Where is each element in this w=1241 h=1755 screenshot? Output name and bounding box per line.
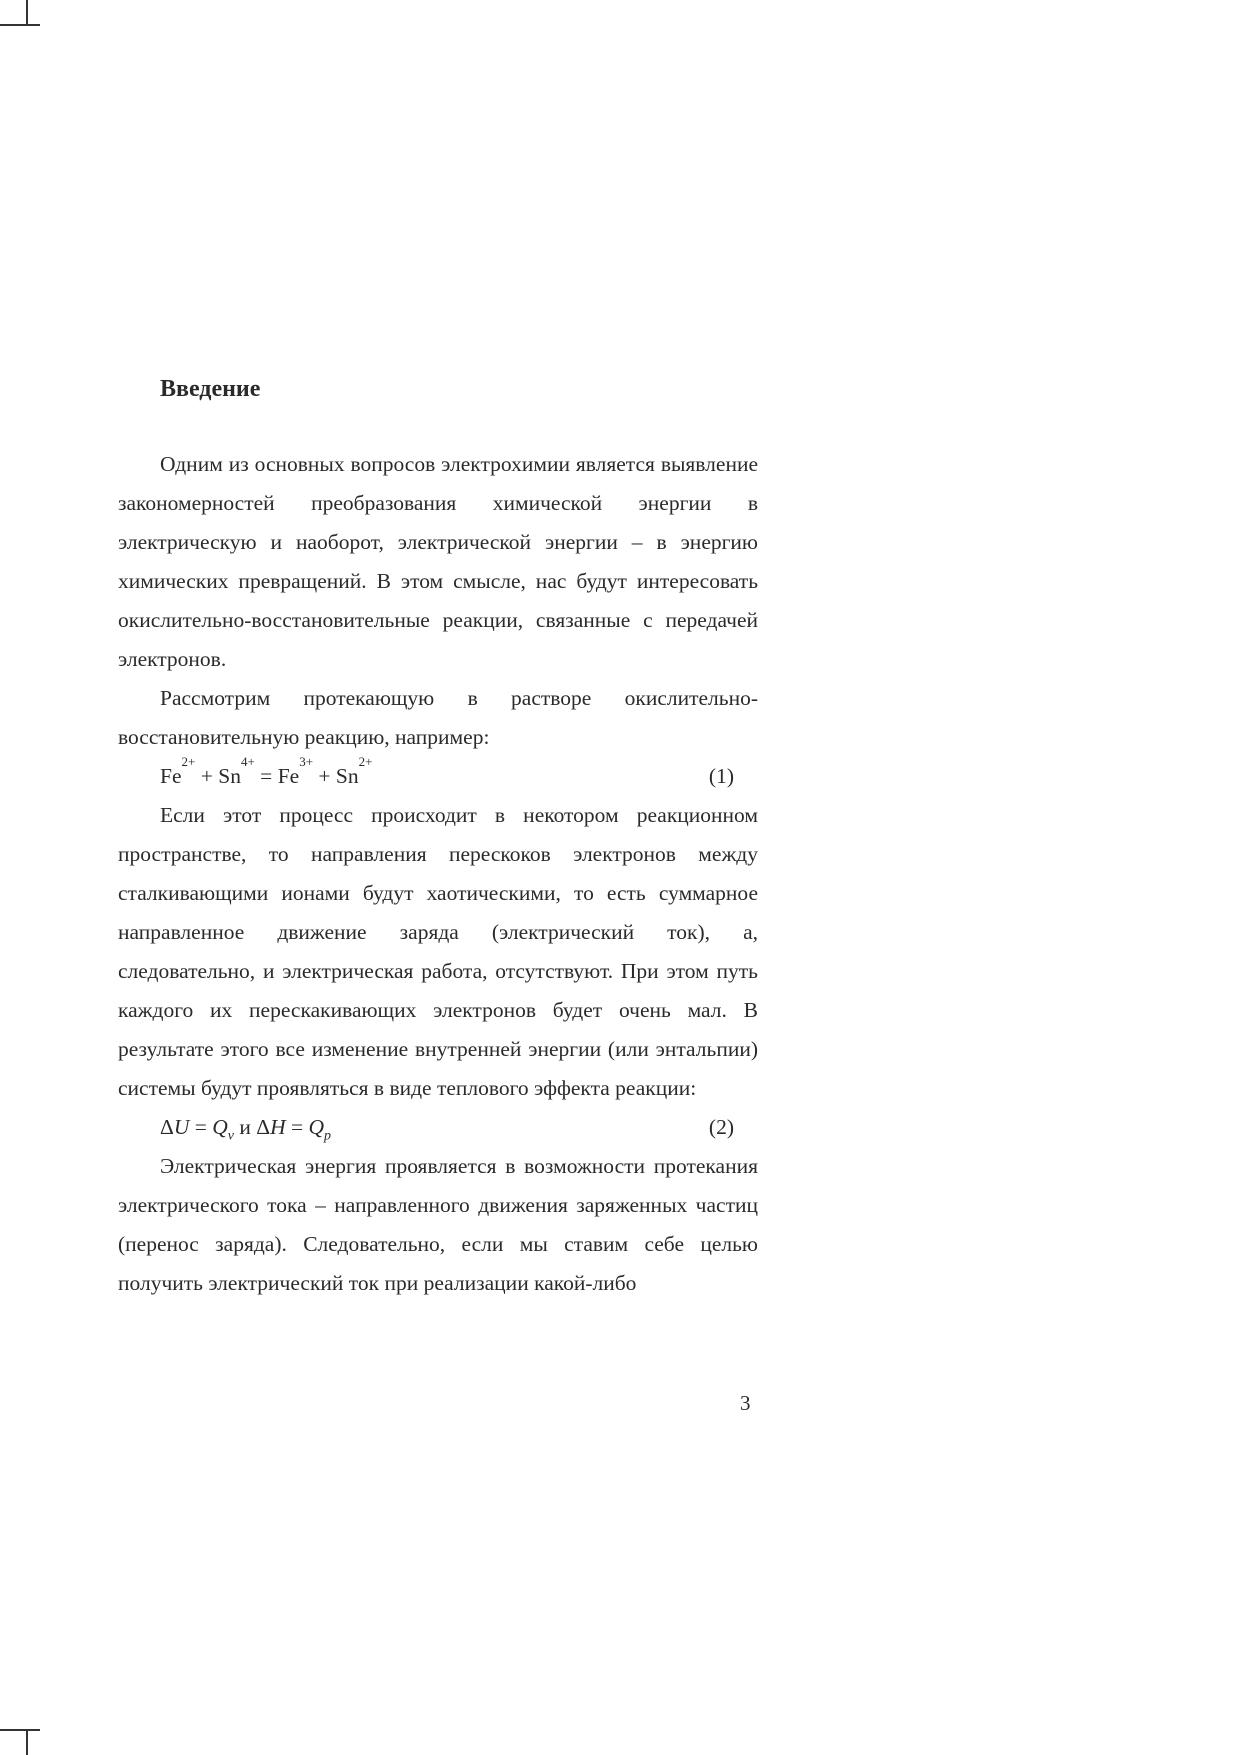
crop-mark-bottom-left-horizontal xyxy=(0,1729,40,1731)
paragraph-intro: Одним из основных вопросов электрохимии является выявление закономерностей преобразования химической энергии в электрическую и наоборот, электрической энергии – в энергию химических превращений. В этом смысле, нас будут интересовать окислительно-восстановительные реакции, связанные с передачей электронов. xyxy=(118,452,758,671)
equation-1-number: (1) xyxy=(708,764,734,788)
section-heading: Введение xyxy=(160,376,261,402)
equation-2 xyxy=(118,1108,758,1147)
page-number: 3 xyxy=(740,1391,751,1415)
equation-1 xyxy=(118,754,758,796)
paragraph-process: Если этот процесс происходит в некотором реакционном пространстве, то направления перескоков электронов между сталкивающими ионами будут хаотическими, то есть суммарное направленное движение заряда (электрический ток), а, следовательно, и электрическая работа, отсутствуют. При этом путь каждого их перескакивающих электронов будет очень мал. В результате этого все изменение внутренней энергии (или энтальпии) системы будут проявляться в виде теплового эффекта реакции: xyxy=(118,803,758,1100)
crop-mark-top-left-horizontal xyxy=(0,24,40,26)
paragraph-reaction: Рассмотрим протекающую в растворе окислительно-восстановительную реакцию, например: xyxy=(118,686,758,749)
equation-2-number: (2) xyxy=(708,1115,734,1139)
crop-mark-bottom-left-vertical xyxy=(26,1729,28,1755)
equation-2-body: $\Delta U = Q_v$ и $\Delta H = Q_p$ xyxy=(160,1115,332,1144)
body-text xyxy=(118,445,758,1303)
paragraph-electric-energy: Электрическая энергия проявляется в возможности протекания электрического тока – направленного движения заряженных частиц (перенос заряда). Следовательно, если мы ставим себе целью получить электрический ток при реализации какой-либо xyxy=(118,1154,758,1295)
crop-mark-top-left-vertical xyxy=(26,0,28,26)
equation-1-body: $Fe^{2+} + Sn^{4+} = Fe^{3+} + Sn^{2+}$ xyxy=(160,754,373,788)
